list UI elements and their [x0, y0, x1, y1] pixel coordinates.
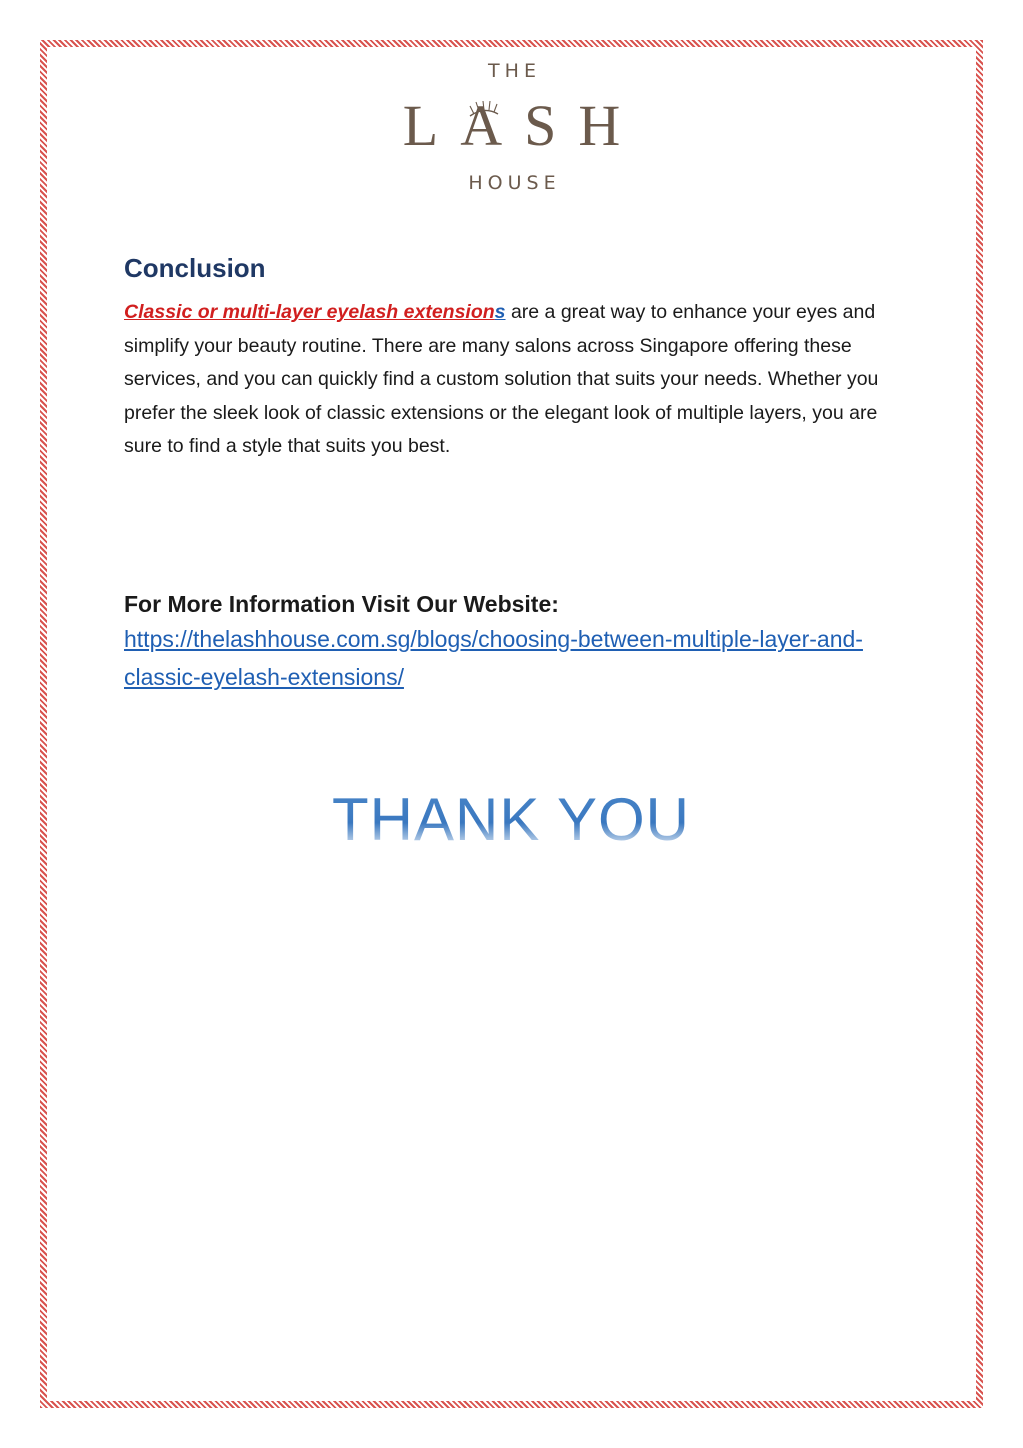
conclusion-paragraph	[124, 296, 904, 464]
thank-you-text: THANK YOU	[332, 786, 690, 853]
more-info-section	[124, 588, 904, 696]
more-info-heading: For More Information Visit Our Website:	[124, 591, 559, 617]
conclusion-body: are a great way to enhance your eyes and simplify your beauty routine. There are many salons across Singapore offering these services, and you can quickly find a custom solution that suits your needs. Whether you prefer the sleek look of classic extensions or the elegant look of multiple layers, you are sure to find a style that suits you best.	[124, 301, 879, 458]
conclusion-section	[124, 250, 904, 464]
brand-logo	[0, 58, 1023, 198]
thank-you-graphic	[0, 778, 1023, 858]
logo-line-house: HOUSE	[468, 172, 561, 194]
section-heading: Conclusion	[124, 253, 266, 283]
eyelash-extensions-link-end[interactable]: s	[494, 301, 506, 323]
eyelash-icon	[464, 92, 522, 162]
logo-line-lash	[22, 84, 1023, 168]
logo-lash-text: LASH	[402, 93, 643, 158]
eyelash-extensions-link[interactable]: Classic or multi-layer eyelash extension	[124, 301, 495, 323]
page-border	[40, 40, 983, 1408]
logo-line-the: THE	[488, 60, 541, 82]
website-link[interactable]: https://thelashhouse.com.sg/blogs/choosing-between-multiple-layer-and-classic-eyelash-extensions/	[124, 626, 863, 690]
thank-you-banner	[0, 778, 1023, 858]
